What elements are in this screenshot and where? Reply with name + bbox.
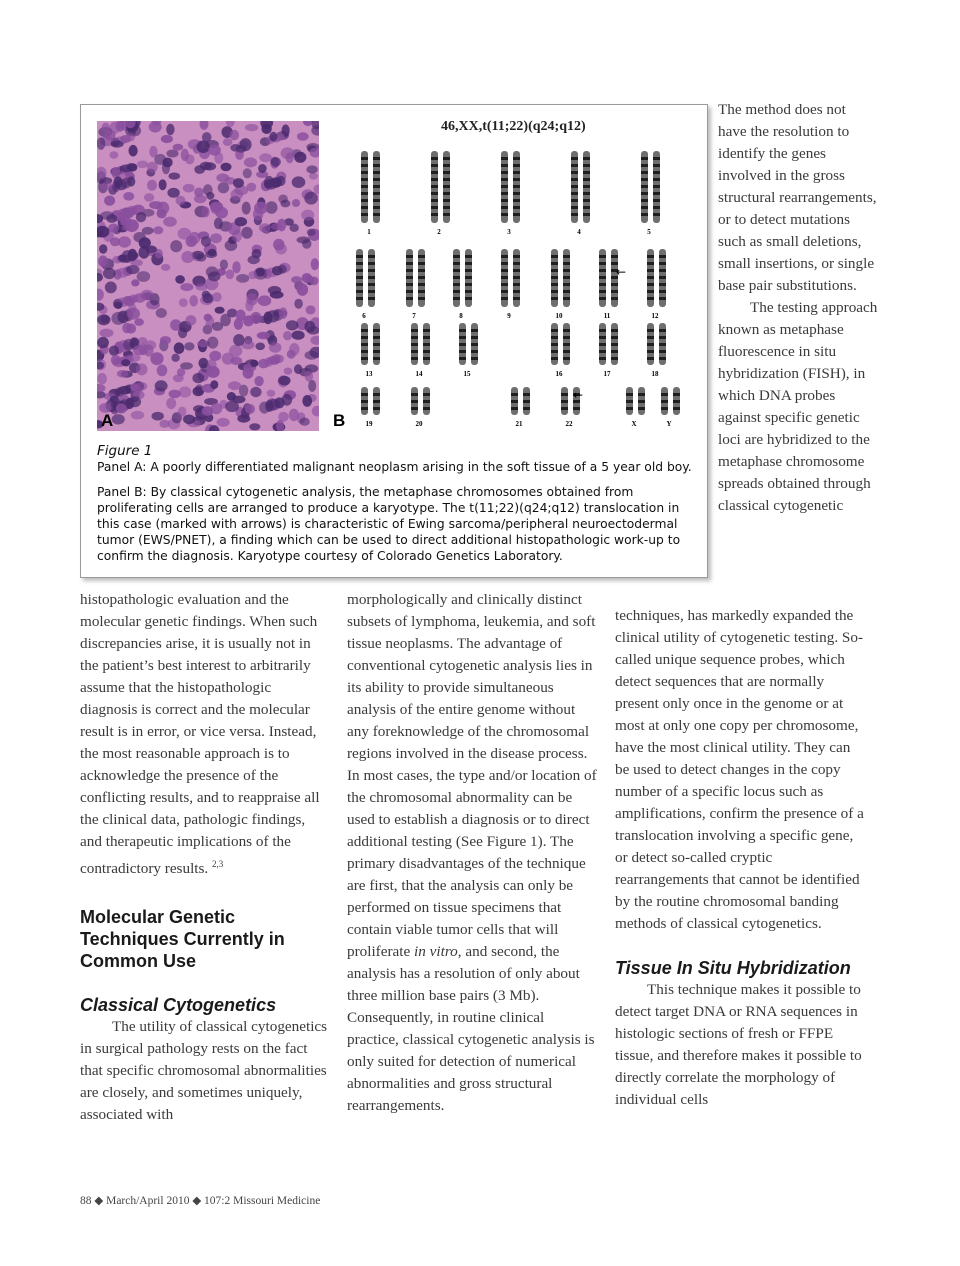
chromosome-pair — [406, 249, 425, 320]
chromosome-pair — [361, 323, 380, 378]
figure-caption — [97, 443, 701, 573]
chromosome-pair — [551, 323, 570, 378]
figure-1 — [80, 104, 708, 578]
chromosome-number: 21 — [515, 420, 523, 428]
caption-panel-b: Panel B: By classical cytogenetic analysis, the metaphase chromosomes obtained from proliferating cells are arranged to produce a karyotype. The t(11;22)(q24;q12) translocation in this case (marked with arrows) is characteristic of Ewing sarcoma/peripheral neuroectodermal tumor (EWS/PNET), a finding which can be used to direct additional histopathologic work-up to confirm the diagnosis. Karyotype courtesy of Colorado Genetics Laboratory. — [97, 485, 681, 563]
chromosome-number: 14 — [415, 370, 423, 378]
chromosome-pair — [453, 249, 472, 320]
paragraph-text: histopathologic evaluation and the molecular genetic findings. When such discrepancies arise, it is usually not in the patient’s best interest to arbitrarily assume that the histopathologic diagnosis is correct and the molecular result is in error, or vice versa. Instead, the most reasonable approach is to acknowledge the presence of the conflicting results, and to reappraise all the clinical data, pathologic findings, and therapeutic implications of the contradictory results. — [80, 591, 320, 878]
italic-text: in vitro — [414, 943, 458, 960]
chromosome-pair — [431, 151, 450, 236]
paragraph-text: , and second, the analysis has a resolution of only about three million base pairs (3 Mb). Consequently, in routine clinical practice, classical cytogenetic analysis is only suited for detection of numerical abnormalities and gross structural rearrangements. — [347, 943, 595, 1114]
chromosome-pair — [501, 151, 520, 236]
chromosome-pair — [626, 387, 645, 428]
paragraph — [80, 589, 328, 880]
chromosome-number: 6 — [362, 312, 366, 320]
chromosome-number: 5 — [647, 228, 651, 236]
chromosome-pair — [501, 249, 520, 320]
column-1 — [80, 589, 328, 1126]
chromosome-number: X — [631, 420, 637, 428]
chromosome-pair — [661, 387, 680, 428]
chromosome-pair — [571, 151, 590, 236]
chromosome-pair — [599, 249, 618, 320]
page-footer: 88 ◆ March/April 2010 ◆ 107:2 Missouri Medicine — [80, 1195, 321, 1207]
panel-a-letter: A — [101, 411, 114, 430]
paragraph-text: morphologically and clinically distinct subsets of lymphoma, leukemia, and soft tissue neoplasms. The advantage of conventional cytogenetic analysis lies in its ability to provide simultaneous analysis of the entire genome without any foreknowledge of the chromosomal regions involved in the disease process. In most cases, the type and/or location of the chromosomal abnormality can be used to establish a diagnosis or to direct additional testing (See Figure 1). The primary disadvantages of the technique are first, that the analysis can only be performed on tissue specimens that contain viable tumor cells that will proliferate — [347, 591, 597, 960]
chromosome-pair — [411, 323, 430, 378]
chromosome-pair — [411, 387, 430, 428]
column-2 — [347, 589, 597, 1117]
paragraph: The utility of classical cytogenetics in surgical pathology rests on the fact that specific chromosomal abnormalities are closely, and sometimes uniquely, associated with — [80, 1018, 328, 1124]
chromosome-number: 18 — [651, 370, 659, 378]
chromosome-number: 19 — [365, 420, 373, 428]
chromosome-number: 1 — [367, 228, 371, 236]
chromosome-pair — [551, 249, 570, 320]
chromosome-pair — [511, 387, 530, 428]
karyotype-title: 46,XX,t(11;22)(q24;q12) — [441, 119, 586, 134]
chromosome-pair — [647, 249, 666, 320]
subsection-heading: Tissue In Situ Hybridization — [615, 958, 851, 978]
chromosome-pair — [356, 249, 375, 320]
figure-label: Figure 1 — [97, 443, 153, 459]
chromosome-number: 2 — [437, 228, 441, 236]
histology-image — [97, 121, 319, 431]
chromosome-number: 11 — [603, 312, 611, 320]
chromosome-pair — [641, 151, 660, 236]
paragraph: This technique makes it possible to detect target DNA or RNA sequences in histologic sections of fresh or FFPE tissue, and therefore makes it possible to directly correlate the morphology of individual cells — [615, 981, 862, 1108]
chromosome-number: 9 — [507, 312, 511, 320]
caption-panel-a: Panel A: A poorly differentiated malignant neoplasm arising in the soft tissue of a 5 year old boy. — [97, 460, 692, 474]
column-3 — [615, 605, 865, 1111]
chromosome-number: 4 — [577, 228, 581, 236]
chromosome-number: 10 — [555, 312, 563, 320]
subsection-heading: Classical Cytogenetics — [80, 995, 277, 1016]
chromosome-number: 12 — [651, 312, 659, 320]
paragraph: The testing approach known as metaphase fluorescence in situ hybridization (FISH), in which DNA probes against specific genetic loci are hybridized to the metaphase chromosome spreads obtained through classical cytogenetic — [718, 299, 878, 514]
paragraph — [347, 589, 597, 1117]
paragraph: The method does not have the resolution to identify the genes involved in the gross structural rearrangements, or to detect mutations such as small deletions, small insertions, or single base pair substitutions. — [718, 101, 877, 294]
chromosome-number: 17 — [603, 370, 611, 378]
arrow-left-icon: ← — [573, 388, 584, 402]
chromosome-number: 20 — [415, 420, 423, 428]
chromosome-number: 13 — [365, 370, 373, 378]
chromosome-pair — [361, 151, 380, 236]
chromosome-pair — [599, 323, 618, 378]
chromosome-number: 15 — [463, 370, 471, 378]
panel-b-letter: B — [333, 411, 346, 430]
paragraph: techniques, has markedly expanded the clinical utility of cytogenetic testing. So-called unique sequence probes, which detect sequences that are normally present only once in the genome or at most at only one copy per chromosome, have the most clinical utility. They can be used to detect changes in the copy number of a specific locus such as amplifications, confirm the presence of a translocation involving a specific gene, or detect so-called cryptic rearrangements that cannot be identified by the routine chromosomal banding methods of classical cytogenetics. — [615, 607, 864, 932]
chromosome-number: 16 — [555, 370, 563, 378]
chromosome-number: 8 — [459, 312, 463, 320]
chromosome-number: 22 — [565, 420, 573, 428]
arrow-left-icon: ← — [616, 265, 627, 279]
right-column-top — [718, 99, 878, 517]
chromosome-pair — [459, 323, 478, 378]
section-heading: Molecular Genetic Techniques Currently in Common Use — [80, 907, 285, 972]
chromosome-number: 7 — [412, 312, 416, 320]
karyotype-image — [341, 141, 701, 431]
chromosome-number: 3 — [507, 228, 511, 236]
chromosome-number: Y — [666, 420, 672, 428]
chromosome-pair — [361, 387, 380, 428]
chromosome-pair — [647, 323, 666, 378]
citation: 2,3 — [212, 859, 224, 869]
